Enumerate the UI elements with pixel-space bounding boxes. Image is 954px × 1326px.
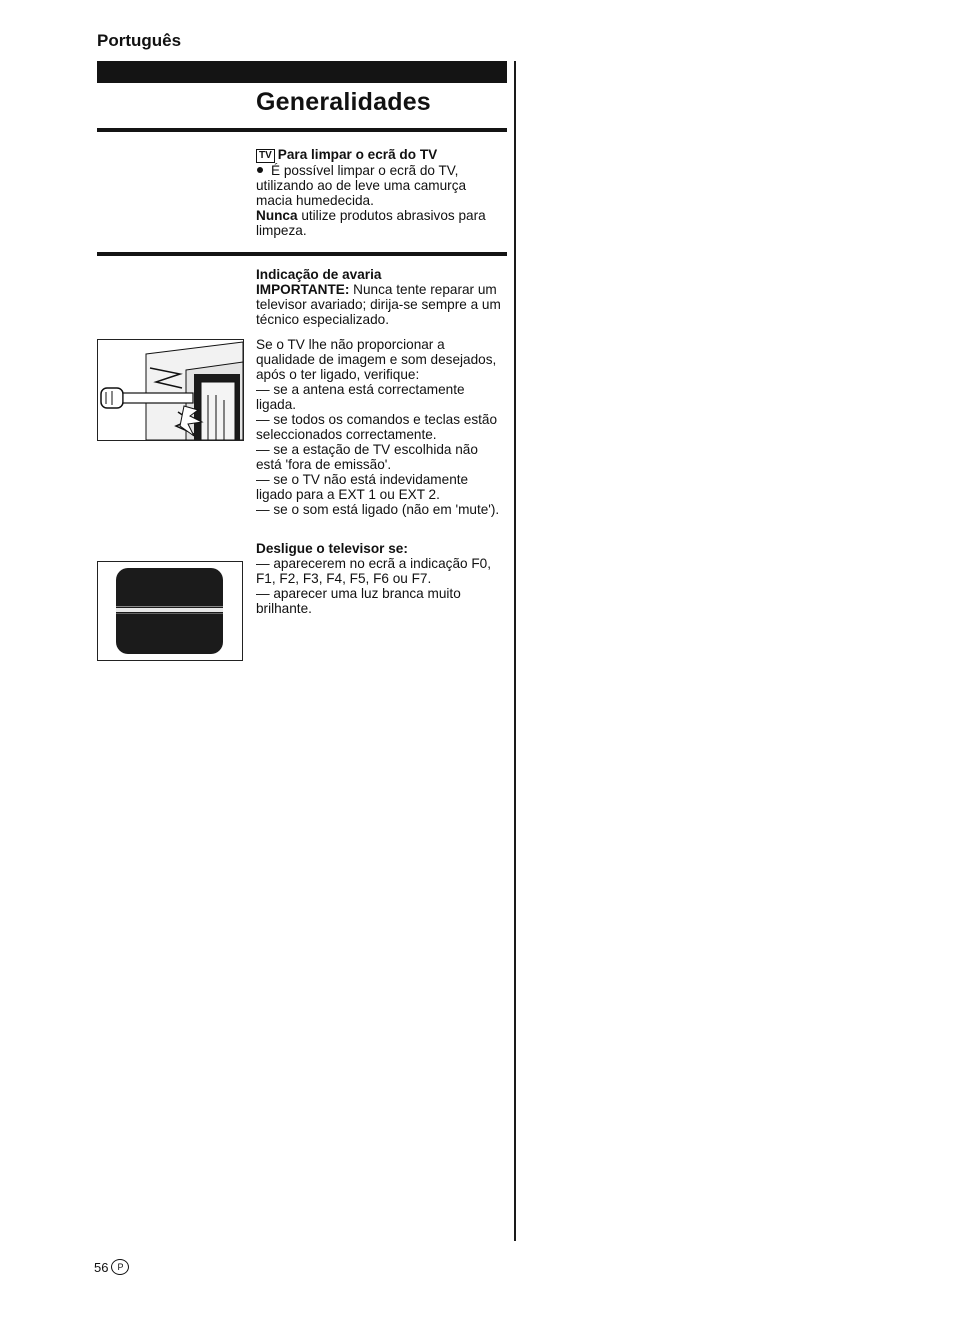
page-title: Generalidades xyxy=(256,88,431,116)
cleaning-line xyxy=(256,163,506,208)
cleaning-warning xyxy=(256,208,506,238)
section-rule xyxy=(97,252,507,256)
section-rule xyxy=(97,128,507,132)
page-number-text: 56 xyxy=(94,1259,109,1275)
list-item: — aparecerem no ecrã a indicação F0, F1, F2, F3, F4, F5, F6 ou F7. xyxy=(256,556,491,586)
fault-section xyxy=(256,267,506,327)
check-intro: Se o TV lhe não proporcionar a qualidade de imagem e som desejados, após o ter ligado, verifique: xyxy=(256,337,497,382)
list-item: — se a antena está correctamente ligada. xyxy=(256,382,465,412)
page-number xyxy=(94,1259,129,1275)
cleaning-text: É possível limpar o ecrã do TV, utilizando ao de leve uma camurça macia humedecida. xyxy=(256,163,467,208)
language-circle-icon: P xyxy=(111,1259,129,1275)
check-list xyxy=(256,337,506,517)
list-item: — se a estação de TV escolhida não está 'fora de emissão'. xyxy=(256,442,478,472)
cleaning-heading-text: Para limpar o ecrã do TV xyxy=(277,147,438,162)
fault-heading: Indicação de avaria xyxy=(256,267,382,282)
list-item: — se todos os comandos e teclas estão seleccionados correctamente. xyxy=(256,412,498,442)
list-item: — aparecer uma luz branca muito brilhante. xyxy=(256,586,461,616)
list-item: — se o TV não está indevidamente ligado para a EXT 1 ou EXT 2. xyxy=(256,472,469,502)
list-item: — se o som está ligado (não em 'mute'). xyxy=(256,502,500,517)
warning-text: utilize produtos abrasivos para limpeza. xyxy=(256,208,486,238)
white-line-screen-illustration xyxy=(97,561,243,661)
switch-off-list xyxy=(256,541,506,616)
bullet-icon xyxy=(257,167,263,173)
cleaning-section xyxy=(256,147,506,238)
no-repair-illustration xyxy=(97,339,244,441)
screwdriver-tv-icon xyxy=(98,340,243,440)
important-text: Nunca tente reparar um televisor avariado; dirija-se sempre a um técnico especializado. xyxy=(256,282,501,327)
language-label: Português xyxy=(97,31,182,50)
column-divider xyxy=(514,61,516,1241)
header-bar xyxy=(97,61,507,83)
tv-screen-icon xyxy=(98,562,242,660)
important-note xyxy=(256,282,506,327)
cleaning-heading xyxy=(256,147,506,163)
important-bold: IMPORTANTE: xyxy=(256,282,350,297)
warning-bold: Nunca xyxy=(256,208,298,223)
switch-off-heading: Desligue o televisor se: xyxy=(256,541,408,556)
tv-badge-icon: TV xyxy=(256,149,275,163)
